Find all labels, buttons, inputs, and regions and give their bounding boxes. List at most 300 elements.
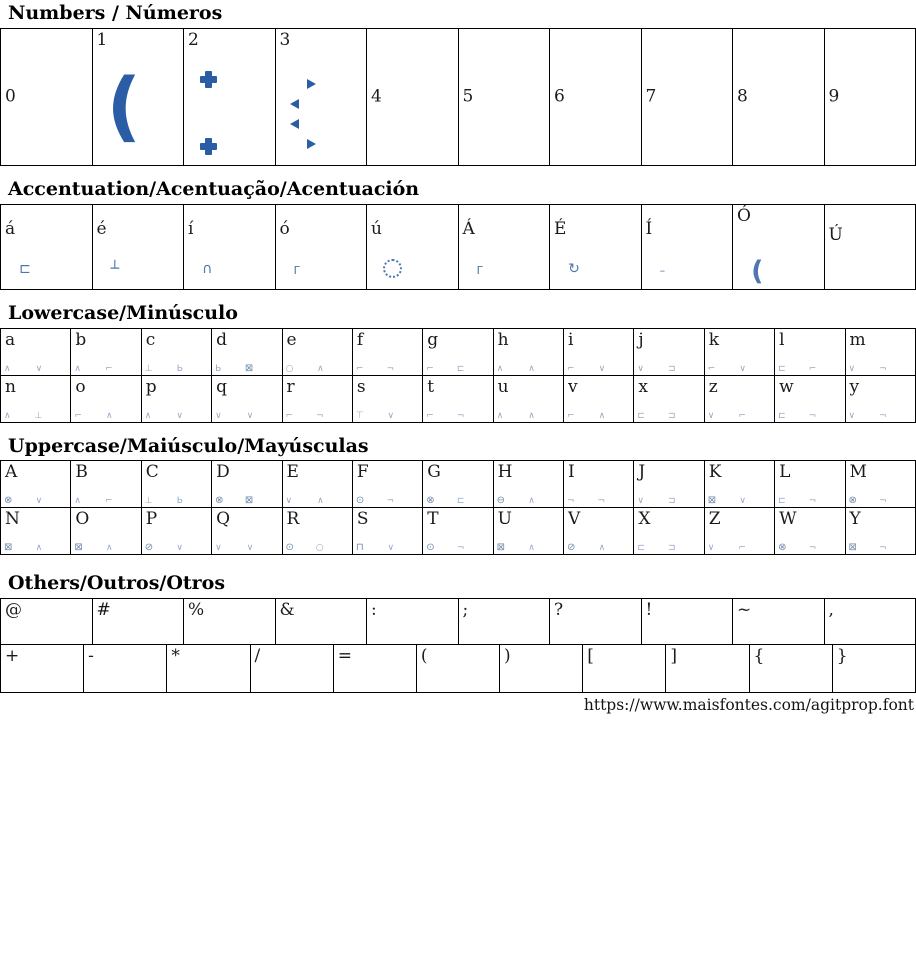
char-label: ? [554, 600, 564, 621]
char-cell-content [283, 508, 352, 554]
tiny-glyph-mark: ∨ [739, 363, 746, 374]
char-cell-y [845, 375, 916, 422]
section-title-accentuation: Accentuation/Acentuação/Acentuación [8, 177, 420, 200]
char-label: N [5, 509, 20, 530]
char-label: F [356, 462, 369, 483]
tiny-glyph-mark: ¬ [386, 363, 395, 374]
tiny-glyph-mark: ⊤ [355, 410, 364, 421]
char-cell-content [564, 461, 633, 507]
tiny-glyph-mark: ¬ [808, 496, 817, 507]
char-label: ) [504, 646, 511, 667]
tiny-glyph-mark: ∨ [215, 410, 222, 421]
tiny-glyph-mark: ⌐ [707, 363, 716, 374]
tiny-glyph-marks [286, 365, 324, 374]
char-cell-i [564, 328, 634, 375]
triangle-shape [307, 139, 316, 149]
tiny-glyph-mark: ⊐ [667, 363, 676, 374]
char-cell-ó [275, 204, 367, 289]
tiny-glyph-mark: ⊙ [285, 542, 294, 554]
tiny-glyph-marks [426, 412, 464, 421]
char-cell-? [550, 599, 642, 645]
char-label: I [568, 462, 575, 483]
tiny-glyph-mark: ∧ [317, 496, 324, 507]
char-cell-6 [550, 28, 642, 165]
char-cell-content [142, 376, 211, 422]
char-cell-content [1, 645, 83, 692]
char-cell-content [184, 599, 275, 644]
char-cell-n [1, 375, 71, 422]
char-cell-U [493, 508, 563, 555]
char-cell-g [423, 328, 493, 375]
tiny-glyph-mark: ⌐ [567, 363, 575, 374]
char-label: - [88, 646, 94, 667]
tiny-glyph-marks [4, 365, 42, 374]
char-cell-v [564, 375, 634, 422]
char-label: O [75, 509, 90, 530]
char-cell-content [494, 329, 563, 375]
char-cell-content [833, 645, 915, 692]
char-label: q [216, 376, 228, 397]
accentuation-table-body [1, 204, 916, 289]
char-label: ú [371, 218, 382, 239]
char-label: l [779, 329, 785, 350]
numbers-table-body [1, 28, 916, 165]
char-label: v [568, 376, 578, 397]
char-cell-content [1, 205, 92, 289]
tiny-glyph-marks [145, 497, 183, 506]
tiny-glyph-mark: Ь [215, 363, 222, 374]
accent-glyph: ┴ [110, 260, 120, 277]
char-cell-P [141, 508, 211, 555]
tiny-glyph-mark: ∧ [74, 363, 81, 374]
char-cell-I [564, 461, 634, 508]
char-cell-content [283, 376, 352, 422]
char-cell-content [142, 329, 211, 375]
char-cell-content [459, 29, 550, 165]
char-cell-content [634, 376, 703, 422]
char-cell-content [353, 329, 422, 375]
char-label: r [286, 376, 295, 397]
tiny-glyph-mark: ⊠ [496, 542, 506, 554]
font-source-link[interactable]: https://www.maisfontes.com/agitprop.font [583, 696, 914, 715]
tiny-glyph-mark: ¬ [567, 496, 575, 507]
tiny-glyph-marks [4, 543, 42, 553]
tiny-glyph-mark: ⊥ [34, 410, 43, 421]
tiny-glyph-marks [497, 496, 535, 506]
tiny-glyph-marks [286, 497, 324, 506]
char-cell-content [642, 29, 733, 165]
char-cell-content [733, 599, 824, 644]
section-title-uppercase: Uppercase/Maiúsculo/Mayúsculas [8, 434, 369, 457]
char-label: ! [645, 600, 653, 621]
tiny-glyph-marks [356, 365, 394, 374]
char-cell-é [92, 204, 184, 289]
char-label: U [497, 509, 512, 530]
char-cell-content [212, 329, 281, 375]
tiny-glyph-mark: ¬ [456, 543, 465, 554]
char-cell-content [564, 376, 633, 422]
char-cell-} [832, 645, 915, 693]
char-cell-content [184, 29, 275, 165]
char-label: ó [279, 218, 290, 239]
char-cell-content [634, 508, 703, 554]
char-cell-M [845, 461, 916, 508]
char-cell-C [141, 461, 211, 508]
char-label: ] [670, 646, 678, 667]
tiny-glyph-marks [426, 365, 464, 374]
char-label: Z [708, 509, 721, 530]
char-cell-! [641, 599, 733, 645]
char-label: M [849, 462, 867, 483]
tiny-glyph-mark: ∨ [707, 410, 715, 421]
char-label: @ [5, 600, 22, 621]
tiny-glyph-mark: ∨ [637, 496, 644, 507]
char-label: 7 [645, 86, 657, 107]
uppercase-table [0, 460, 916, 555]
tiny-glyph-marks [708, 412, 746, 421]
tiny-glyph-marks [567, 365, 605, 374]
char-label: x [638, 376, 648, 397]
tiny-glyph-mark: Ь [176, 496, 183, 507]
char-cell-: [367, 599, 459, 645]
char-label: 6 [554, 86, 565, 107]
char-cell-content [334, 645, 416, 692]
char-cell-Q [212, 508, 282, 555]
tiny-glyph-mark: ∧ [35, 543, 43, 554]
char-cell-content [550, 205, 641, 289]
accent-glyph: ∩ [202, 260, 213, 277]
char-cell-[ [583, 645, 666, 693]
tiny-glyph-marks [497, 412, 535, 421]
tiny-glyph-mark: ⌐ [426, 363, 434, 374]
char-cell-& [275, 599, 367, 645]
char-cell-5 [458, 28, 550, 165]
char-label: { [753, 646, 765, 667]
char-cell-content [846, 329, 916, 375]
tiny-glyph-mark: ○ [315, 543, 324, 554]
char-cell-Í [641, 204, 733, 289]
tiny-glyph-mark: ∨ [215, 543, 222, 554]
uppercase-table-body [1, 461, 916, 555]
char-cell-V [564, 508, 634, 555]
char-cell-content [167, 645, 249, 692]
tiny-glyph-mark: ⌐ [738, 543, 746, 554]
tiny-glyph-marks [145, 365, 183, 374]
char-cell-content [494, 376, 563, 422]
footer [0, 693, 914, 714]
char-label: C [145, 462, 159, 483]
char-cell-content [494, 508, 563, 554]
char-cell-Ú [824, 204, 916, 289]
char-cell-1 [92, 28, 184, 165]
char-cell-D [212, 461, 282, 508]
char-cell-* [167, 645, 250, 693]
char-label: h [497, 329, 509, 350]
char-cell-content [142, 461, 211, 507]
table-row [1, 461, 916, 508]
char-cell-= [333, 645, 416, 693]
tiny-glyph-marks [849, 412, 887, 421]
tiny-glyph-mark: ¬ [456, 410, 465, 421]
char-label: 8 [737, 86, 748, 107]
char-cell-content [642, 599, 733, 644]
tiny-glyph-mark: ⌐ [285, 410, 294, 421]
tiny-glyph-mark: ∧ [105, 543, 113, 554]
tiny-glyph-mark: ○ [285, 363, 294, 374]
tiny-glyph-mark: Ь [176, 363, 183, 374]
char-cell-H [493, 461, 563, 508]
char-label: ; [462, 600, 469, 621]
tiny-glyph-mark: ∧ [528, 410, 535, 421]
tiny-glyph-mark: ∨ [739, 496, 746, 507]
tiny-glyph-marks [708, 496, 746, 506]
char-cell-content [733, 205, 824, 289]
char-label: á [5, 218, 16, 239]
char-cell-@ [1, 599, 93, 645]
char-cell-content [846, 461, 916, 507]
char-cell-content [212, 508, 281, 554]
char-cell-content [564, 508, 633, 554]
tiny-glyph-mark: ∧ [496, 410, 504, 421]
table-row [1, 645, 916, 693]
char-cell-B [71, 461, 141, 508]
char-cell-á [1, 204, 93, 289]
tiny-glyph-mark: ∨ [387, 543, 395, 554]
tiny-glyph-mark: ¬ [879, 496, 887, 507]
char-label: B [75, 462, 88, 483]
char-cell-E [282, 461, 352, 508]
tiny-glyph-mark: ⊙ [355, 495, 365, 507]
char-cell-content [494, 461, 563, 507]
char-cell-m [845, 328, 916, 375]
char-label: D [216, 462, 230, 483]
tiny-glyph-mark: ⌐ [104, 363, 113, 374]
char-cell-t [423, 375, 493, 422]
char-cell-content [775, 461, 844, 507]
tiny-glyph-mark: ⊏ [456, 363, 465, 374]
tiny-glyph-mark: ⊏ [778, 496, 786, 507]
tiny-glyph-mark: ⊥ [144, 496, 153, 507]
char-label: Y [849, 509, 861, 530]
triangle-shape [290, 119, 299, 129]
numbers-table [0, 28, 916, 166]
char-cell-content [1, 329, 70, 375]
tiny-glyph-mark: ∨ [246, 410, 254, 421]
tiny-glyph-mark: ⊠ [244, 495, 254, 507]
char-label: Q [216, 509, 231, 530]
char-label: z [708, 376, 718, 397]
tiny-glyph-mark: ⊥ [144, 363, 153, 374]
dotted-circle-glyph [383, 259, 402, 278]
tiny-glyph-marks [286, 543, 324, 553]
tiny-glyph-marks [708, 365, 746, 374]
char-label: E [286, 462, 299, 483]
tiny-glyph-marks [215, 496, 253, 506]
char-label: P [145, 509, 158, 530]
char-cell-2 [184, 28, 276, 165]
char-label: o [75, 376, 86, 397]
char-cell-; [458, 599, 550, 645]
char-label: 2 [188, 29, 199, 50]
char-cell-content [251, 645, 333, 692]
tiny-glyph-mark: ⊗ [426, 495, 435, 507]
tiny-glyph-mark: ∨ [176, 543, 183, 554]
char-label: i [568, 329, 574, 350]
char-cell-content [71, 508, 140, 554]
char-cell-content [1, 29, 92, 165]
char-cell-content [666, 645, 748, 692]
char-label: , [828, 600, 834, 621]
char-cell-4 [367, 28, 459, 165]
others-table-row1 [0, 598, 916, 645]
char-cell-b [71, 328, 141, 375]
tiny-glyph-marks [426, 496, 464, 506]
tiny-glyph-marks [74, 412, 112, 421]
char-label: * [171, 646, 180, 667]
char-cell-e [282, 328, 352, 375]
char-cell-content [423, 329, 492, 375]
char-cell-Z [704, 508, 774, 555]
char-cell-l [775, 328, 845, 375]
char-cell-content [825, 599, 916, 644]
tiny-glyph-mark: ⊗ [778, 542, 787, 554]
char-cell-content [846, 376, 916, 422]
char-label: [ [587, 646, 594, 667]
char-cell-content [423, 461, 492, 507]
char-cell-u [493, 375, 563, 422]
tiny-glyph-mark: ⌐ [808, 363, 817, 374]
others-row2-body [1, 645, 916, 693]
accent-glyph: ( [751, 255, 764, 287]
tiny-glyph-mark: ⊠ [4, 542, 13, 554]
char-cell-J [634, 461, 704, 508]
tiny-glyph-mark: ¬ [808, 543, 817, 554]
char-cell-{ [749, 645, 832, 693]
char-cell-content [705, 376, 774, 422]
char-label: Ó [737, 205, 751, 226]
tiny-glyph-mark: ¬ [597, 496, 606, 507]
tiny-glyph-mark: ∨ [35, 496, 43, 507]
tiny-glyph-mark: ⊏ [778, 410, 786, 421]
tiny-glyph-mark: ⊓ [355, 542, 364, 554]
tiny-glyph-mark: ¬ [879, 543, 887, 554]
char-cell-h [493, 328, 563, 375]
triangle-zigzag-glyph [290, 79, 316, 149]
char-cell-content [825, 205, 916, 289]
char-cell-W [775, 508, 845, 555]
char-cell-content [353, 508, 422, 554]
char-cell-content [1, 508, 70, 554]
tiny-glyph-mark: ⊗ [215, 495, 224, 507]
char-cell-content [705, 329, 774, 375]
char-cell-T [423, 508, 493, 555]
char-label: É [554, 218, 567, 239]
tiny-glyph-mark: ⌐ [355, 363, 364, 374]
char-cell-content [550, 599, 641, 644]
tiny-glyph-mark: ∨ [176, 410, 183, 421]
char-cell-d [212, 328, 282, 375]
char-cell-content [283, 461, 352, 507]
tiny-glyph-marks [849, 365, 887, 374]
char-cell-content [775, 508, 844, 554]
cross-shape [200, 71, 217, 88]
char-cell-content [71, 329, 140, 375]
char-label: 9 [828, 86, 840, 107]
tiny-glyph-mark: ∨ [598, 363, 606, 374]
section-title-others: Others/Outros/Otros [8, 572, 226, 595]
tiny-glyph-marks [145, 543, 183, 553]
tiny-glyph-marks [778, 497, 816, 506]
char-cell-- [84, 645, 167, 693]
tiny-glyph-marks [426, 543, 464, 553]
char-cell-x [634, 375, 704, 422]
char-label: t [427, 376, 435, 397]
tiny-glyph-marks [637, 544, 675, 553]
char-cell-content [353, 376, 422, 422]
char-cell-content [775, 376, 844, 422]
tiny-glyph-mark: ⌐ [104, 496, 113, 507]
section-title-lowercase: Lowercase/Minúsculo [8, 301, 238, 324]
char-cell-content [417, 645, 499, 692]
char-label: w [779, 376, 794, 397]
char-cell-N [1, 508, 71, 555]
char-cell-S [352, 508, 422, 555]
char-cell-content [367, 29, 458, 165]
char-cell-content [750, 645, 832, 692]
char-cell-z [704, 375, 774, 422]
accent-glyph: – [659, 263, 666, 277]
char-cell-) [500, 645, 583, 693]
tiny-glyph-marks [215, 412, 253, 421]
char-cell-content [733, 29, 824, 165]
table-row [1, 508, 916, 555]
tiny-glyph-mark: ∧ [74, 496, 81, 507]
char-label: ( [420, 646, 428, 667]
char-cell-content [353, 461, 422, 507]
char-cell-content [564, 329, 633, 375]
char-cell-content [93, 599, 184, 644]
char-label: 4 [371, 86, 382, 107]
char-cell-content [276, 29, 367, 165]
char-label: Í [645, 218, 653, 239]
tiny-glyph-mark: ⊐ [667, 543, 676, 554]
char-cell-content [705, 461, 774, 507]
char-cell-content [283, 329, 352, 375]
table-row [1, 375, 916, 422]
char-cell-0 [1, 28, 93, 165]
accent-glyph: ⊏ [19, 260, 31, 277]
char-cell-content [775, 329, 844, 375]
tiny-glyph-mark: ⊘ [144, 542, 154, 554]
char-cell-content [212, 461, 281, 507]
tiny-glyph-mark: ∨ [35, 363, 43, 374]
char-label: b [75, 329, 87, 350]
tiny-glyph-mark: ∧ [144, 410, 152, 421]
char-label: y [849, 376, 860, 397]
char-cell-q [212, 375, 282, 422]
char-cell-É [550, 204, 642, 289]
char-cell-Y [845, 508, 916, 555]
table-row [1, 28, 916, 165]
char-label: 5 [462, 86, 474, 107]
tiny-glyph-marks [849, 496, 887, 506]
accent-glyph: Γ [293, 263, 300, 277]
accent-glyph: ↻ [568, 260, 580, 277]
tiny-glyph-marks [567, 412, 605, 421]
tiny-glyph-marks [637, 412, 675, 421]
char-cell-content [459, 205, 550, 289]
char-cell-content [93, 29, 184, 165]
